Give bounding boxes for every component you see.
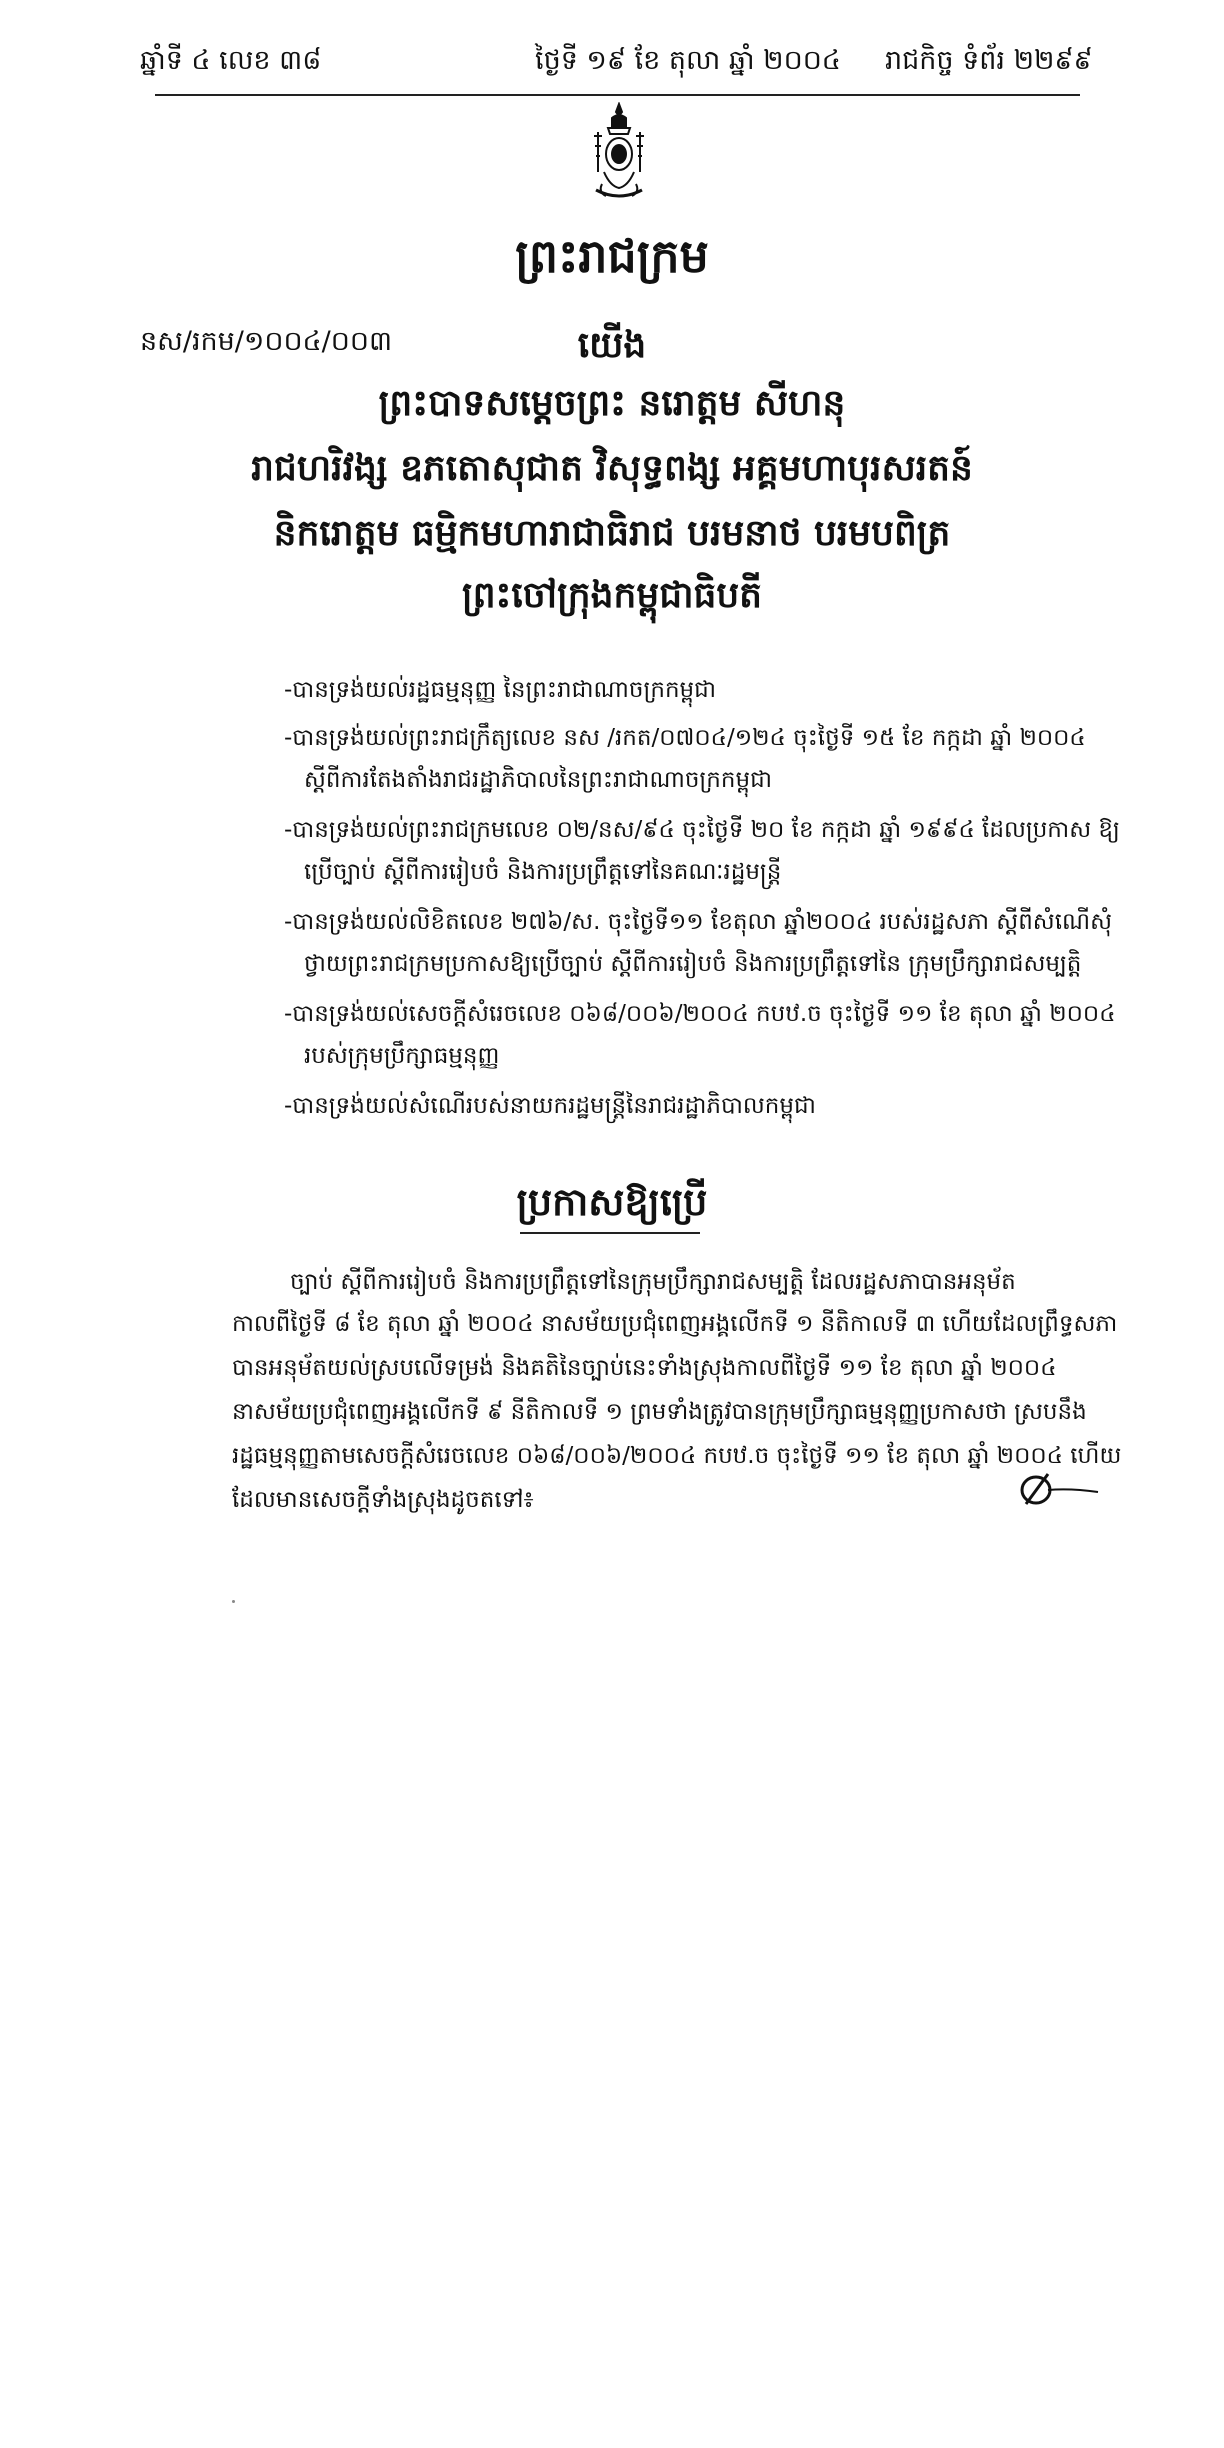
initials-signature-icon bbox=[1010, 1460, 1100, 1520]
consideration-line: -បានទ្រង់យល់សំណើរបស់នាយករដ្ឋមន្ត្រីនៃរាជរដ្ឋាភិបាលកម្ពុជា bbox=[284, 1093, 816, 1119]
body-line: រដ្ឋធម្មនុញ្ញតាមសេចក្តីសំរេចលេខ ០៦៨/០០៦/២០០៤ កបឋ.ច ចុះថ្ងៃទី ១១ ខែ តុលា ឆ្នាំ ២០០៤ ហើយ bbox=[232, 1443, 1122, 1469]
body-line: កាលពីថ្ងៃទី ៨ ខែ តុលា ឆ្នាំ ២០០៤ នាសម័យប្រជុំពេញអង្គលើកទី ១ នីតិកាលទី ៣ ហើយដែលព្រឹទ្ធសភា bbox=[232, 1311, 1118, 1337]
gazette-issue-number: ឆ្នាំទី ៤ លេខ ៣៨ bbox=[140, 45, 322, 76]
king-title-line: ព្រះបាទសម្តេចព្រះ នរោត្តម សីហនុ bbox=[378, 383, 846, 424]
consideration-line: ប្រើច្បាប់ ស្តីពីការរៀបចំ និងការប្រព្រឹត្តទៅនៃគណៈរដ្ឋមន្ត្រី bbox=[304, 859, 782, 885]
consideration-line: -បានទ្រង់យល់សេចក្តីសំរេចលេខ ០៦៨/០០៦/២០០៤ កបឋ.ច ចុះថ្ងៃទី ១១ ខែ តុលា ឆ្នាំ ២០០៤ bbox=[284, 1001, 1116, 1027]
promulgation-heading: ប្រកាសឱ្យប្រើ bbox=[516, 1180, 708, 1224]
document-title: ព្រះរាជក្រម bbox=[515, 229, 709, 283]
royal-pronoun: យើង bbox=[577, 325, 647, 366]
consideration-line: របស់ក្រុមប្រឹក្សាធម្មនុញ្ញ bbox=[304, 1043, 500, 1069]
king-title-line: និករោត្តម ធម្មិកមហារាជាធិរាជ បរមនាថ បរមបពិត្រ bbox=[273, 513, 951, 554]
king-title-line: ព្រះចៅក្រុងកម្ពុជាធិបតី bbox=[461, 575, 763, 616]
consideration-line: -បានទ្រង់យល់ព្រះរាជក្រមលេខ ០២/នស/៩៤ ចុះថ្ងៃទី ២០ ខែ កក្កដា ឆ្នាំ ១៩៩៤ ដែលប្រកាស ឱ្យ bbox=[284, 817, 1120, 843]
decree-number: នស/រកម/១០០៤/០០៣ bbox=[140, 326, 393, 357]
consideration-line: -បានទ្រង់យល់ព្រះរាជក្រឹត្យលេខ នស /រកត/០៧០៤/១២៤ ចុះថ្ងៃទី ១៥ ខែ កក្កដា ឆ្នាំ ២០០៤ bbox=[284, 725, 1086, 751]
gazette-page: រាជកិច្ច ទំព័រ ២២៩៩ bbox=[885, 45, 1093, 76]
consideration-line: ថ្វាយព្រះរាជក្រមប្រកាសឱ្យប្រើច្បាប់ ស្តីពីការរៀបចំ និងការប្រព្រឹត្តទៅនៃ ក្រុមប្រឹក្សារាជសម្បត្តិ bbox=[304, 951, 1082, 977]
consideration-line: -បានទ្រង់យល់រដ្ឋធម្មនុញ្ញ នៃព្រះរាជាណាចក្រកម្ពុជា bbox=[284, 677, 717, 703]
consideration-line: -បានទ្រង់យល់លិខិតលេខ ២៧៦/ស. ចុះថ្ងៃទី១១ ខែតុលា ឆ្នាំ២០០៤ របស់រដ្ឋសភា ស្តីពីសំណើសុំ bbox=[284, 909, 1112, 935]
body-line: បានអនុម័តយល់ស្របលើទម្រង់ និងគតិនៃច្បាប់នេះទាំងស្រុងកាលពីថ្ងៃទី ១១ ខែ តុលា ឆ្នាំ ២០០៤ bbox=[232, 1355, 1057, 1381]
consideration-line: ស្តីពីការតែងតាំងរាជរដ្ឋាភិបាលនៃព្រះរាជាណាចក្រកម្ពុជា bbox=[304, 767, 772, 793]
king-title-line: រាជហរិវង្ស ឧភតោសុជាត វិសុទ្ធពង្ស អគ្គមហាបុរសរតន៍ bbox=[251, 448, 973, 489]
royal-emblem-icon bbox=[586, 102, 652, 202]
body-line: ច្បាប់ ស្តីពីការរៀបចំ និងការប្រព្រឹត្តទៅនៃក្រុមប្រឹក្សារាជសម្បត្តិ ដែលរដ្ឋសភាបានអនុម័ត bbox=[290, 1269, 1016, 1295]
header-divider bbox=[155, 94, 1080, 96]
scan-speck bbox=[232, 1600, 235, 1603]
body-line: ដែលមានសេចក្តីទាំងស្រុងដូចតទៅ៖ bbox=[232, 1487, 534, 1513]
body-line: នាសម័យប្រជុំពេញអង្គលើកទី ៩ នីតិកាលទី ១ ព្រមទាំងត្រូវបានក្រុមប្រឹក្សាធម្មនុញ្ញប្រកាសថា ស្របនឹង bbox=[232, 1399, 1087, 1425]
heading-underline bbox=[520, 1232, 700, 1234]
gazette-date: ថ្ងៃទី ១៩ ខែ តុលា ឆ្នាំ ២០០៤ bbox=[535, 45, 841, 76]
